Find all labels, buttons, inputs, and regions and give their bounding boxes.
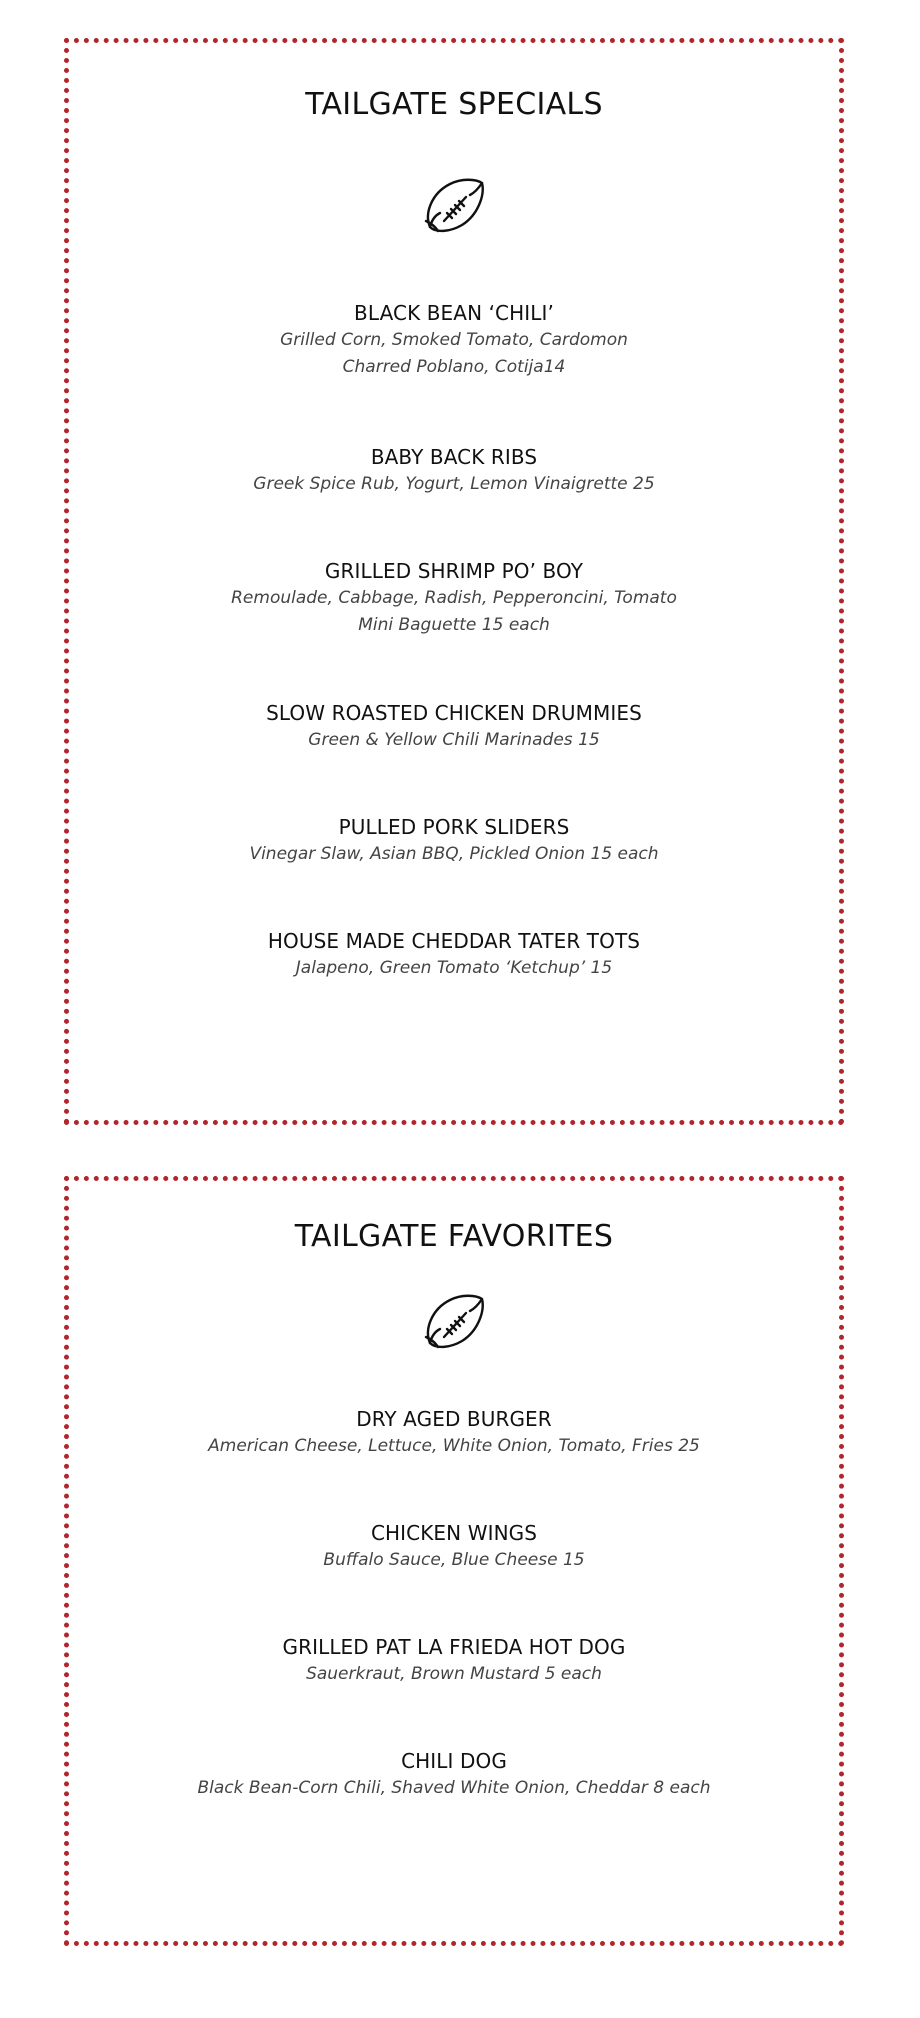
item-name: CHILI DOG bbox=[401, 1749, 507, 1773]
item-description: Remoulade, Cabbage, Radish, Pepperoncini, Tomato bbox=[231, 588, 677, 608]
menu-item bbox=[69, 813, 839, 868]
menu-item bbox=[69, 699, 839, 754]
item-name: GRILLED PAT LA FRIEDA HOT DOG bbox=[282, 1635, 626, 1659]
football-icon bbox=[422, 177, 486, 235]
item-description: American Cheese, Lettuce, White Onion, Tomato, Fries 25 bbox=[208, 1436, 700, 1456]
menu-item bbox=[69, 557, 839, 639]
menu-item bbox=[69, 299, 839, 381]
item-name: HOUSE MADE CHEDDAR TATER TOTS bbox=[267, 929, 641, 953]
football-icon bbox=[422, 1293, 486, 1351]
item-name: DRY AGED BURGER bbox=[356, 1407, 552, 1431]
item-description: Grilled Corn, Smoked Tomato, Cardomon bbox=[280, 330, 628, 350]
menu-item bbox=[69, 1405, 839, 1460]
item-description: Green & Yellow Chili Marinades 15 bbox=[308, 730, 600, 750]
item-name: BLACK BEAN ‘CHILI’ bbox=[354, 301, 554, 325]
favorites-panel bbox=[64, 1176, 844, 1946]
item-name: GRILLED SHRIMP PO’ BOY bbox=[324, 559, 584, 583]
specials-panel bbox=[64, 38, 844, 1125]
item-description-line2: Charred Poblano, Cotija14 bbox=[342, 357, 566, 377]
item-description: Jalapeno, Green Tomato ‘Ketchup’ 15 bbox=[295, 958, 613, 978]
specials-title: TAILGATE SPECIALS bbox=[305, 87, 603, 122]
item-description: Buffalo Sauce, Blue Cheese 15 bbox=[323, 1550, 585, 1570]
item-name: CHICKEN WINGS bbox=[370, 1521, 538, 1545]
menu-item bbox=[69, 1519, 839, 1574]
menu-item bbox=[69, 1747, 839, 1802]
menu-item bbox=[69, 443, 839, 498]
item-description: Greek Spice Rub, Yogurt, Lemon Vinaigrette 25 bbox=[253, 474, 655, 494]
item-description: Black Bean-Corn Chili, Shaved White Onion, Cheddar 8 each bbox=[197, 1778, 711, 1798]
favorites-title: TAILGATE FAVORITES bbox=[294, 1219, 614, 1254]
item-name: BABY BACK RIBS bbox=[370, 445, 538, 469]
menu-item bbox=[69, 1633, 839, 1688]
item-name: SLOW ROASTED CHICKEN DRUMMIES bbox=[266, 701, 642, 725]
item-description-line2: Mini Baguette 15 each bbox=[358, 615, 550, 635]
item-description: Vinegar Slaw, Asian BBQ, Pickled Onion 15 each bbox=[249, 844, 659, 864]
item-description: Sauerkraut, Brown Mustard 5 each bbox=[306, 1664, 602, 1684]
menu-item bbox=[69, 927, 839, 982]
item-name: PULLED PORK SLIDERS bbox=[338, 815, 570, 839]
